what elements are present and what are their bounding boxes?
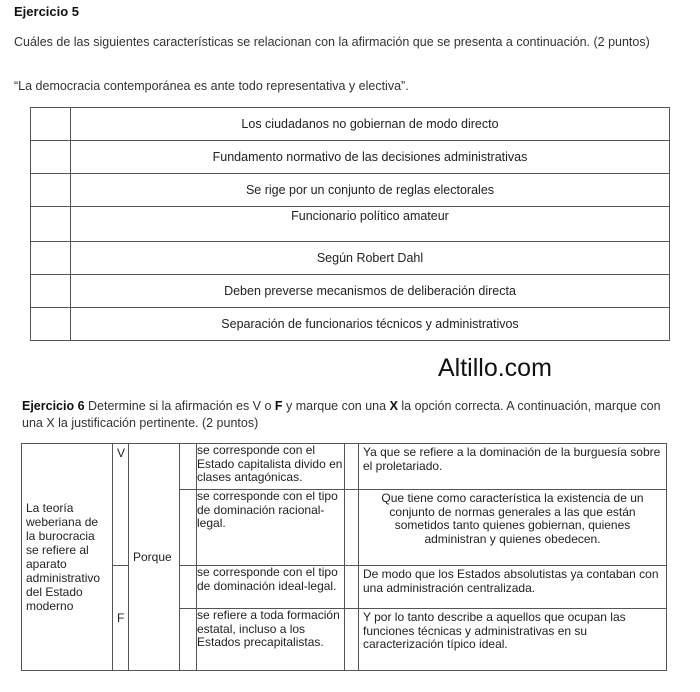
option-text: se corresponde con el tipo de dominación racional-legal. — [197, 490, 345, 566]
answer-checkbox-cell[interactable] — [31, 275, 71, 308]
option-checkbox-cell[interactable] — [180, 609, 197, 671]
instruction-text: Determine si la afirmación es V o — [84, 399, 275, 413]
table-row — [31, 242, 670, 275]
instruction-text: y marque con una — [282, 399, 390, 413]
bold-x: X — [389, 399, 398, 413]
justification-checkbox-cell[interactable] — [345, 609, 359, 671]
justification-text: De modo que los Estados absolutistas ya contaban con una administración centralizada. — [359, 566, 667, 609]
option-text: se corresponde con el tipo de dominación ideal-legal. — [197, 566, 345, 609]
exercise-6-table — [21, 443, 667, 671]
justification-text: Ya que se refiere a la dominación de la burguesía sobre el proletariado. — [359, 444, 667, 490]
table-row — [31, 207, 670, 242]
exercise-5-table — [30, 107, 670, 341]
false-option[interactable]: F — [113, 566, 129, 671]
characteristic-text: Según Robert Dahl — [71, 242, 670, 275]
table-row — [31, 308, 670, 341]
option-text: se refiere a toda formación estatal, incluso a los Estados precapitalistas. — [197, 609, 345, 671]
justification-text: Y por lo tanto describe a aquellos que ocupan las funciones técnicas y administrativas en su caracterización típico ideal. — [359, 609, 667, 671]
true-option[interactable]: V — [113, 444, 129, 566]
answer-checkbox-cell[interactable] — [31, 207, 71, 242]
exercise-6-title: Ejercicio 6 — [22, 399, 85, 413]
characteristic-text: Fundamento normativo de las decisiones administrativas — [71, 141, 670, 174]
table-row — [31, 275, 670, 308]
answer-checkbox-cell[interactable] — [31, 141, 71, 174]
table-row — [31, 141, 670, 174]
table-row — [31, 174, 670, 207]
porque-label: Porque — [129, 444, 180, 671]
brand-watermark: Altillo.com — [438, 354, 552, 382]
exercise-5-question: Cuáles de las siguientes características se relacionan con la afirmación que se presenta a continuación. (2 puntos) — [14, 35, 650, 49]
characteristic-text: Funcionario político amateur — [71, 207, 670, 242]
answer-checkbox-cell[interactable] — [31, 308, 71, 341]
table-row — [22, 566, 667, 609]
instruction-text: la opción correcta. A continuación, marque con una X la justificación pertinente. (2 puntos) — [22, 399, 661, 430]
characteristic-text: Deben preverse mecanismos de deliberación directa — [71, 275, 670, 308]
bold-f: F — [274, 399, 283, 413]
characteristic-text: Se rige por un conjunto de reglas electorales — [71, 174, 670, 207]
justification-checkbox-cell[interactable] — [345, 490, 359, 566]
justification-checkbox-cell[interactable] — [345, 566, 359, 609]
answer-checkbox-cell[interactable] — [31, 174, 71, 207]
exercise-5-title: Ejercicio 5 — [14, 4, 80, 19]
answer-checkbox-cell[interactable] — [31, 108, 71, 141]
justification-checkbox-cell[interactable] — [345, 444, 359, 490]
characteristic-text: Los ciudadanos no gobiernan de modo directo — [71, 108, 670, 141]
option-text: se corresponde con el Estado capitalista divido en clases antagónicas. — [197, 444, 345, 490]
statement-cell: La teoría weberiana de la burocracia se refiere al aparato administrativo del Estado moderno — [22, 444, 113, 671]
answer-checkbox-cell[interactable] — [31, 242, 71, 275]
table-row — [31, 108, 670, 141]
justification-text: Que tiene como característica la existencia de un conjunto de normas generales a las que están sometidos tanto quienes gobiernan, quienes administran y quienes obedecen. — [359, 490, 667, 566]
table-row — [22, 444, 667, 490]
characteristic-text: Separación de funcionarios técnicos y administrativos — [71, 308, 670, 341]
exercise-6-instructions — [22, 398, 672, 432]
option-checkbox-cell[interactable] — [180, 490, 197, 566]
exercise-5-quote: “La democracia contemporánea es ante todo representativa y electiva”. — [14, 79, 409, 93]
option-checkbox-cell[interactable] — [180, 566, 197, 609]
option-checkbox-cell[interactable] — [180, 444, 197, 490]
